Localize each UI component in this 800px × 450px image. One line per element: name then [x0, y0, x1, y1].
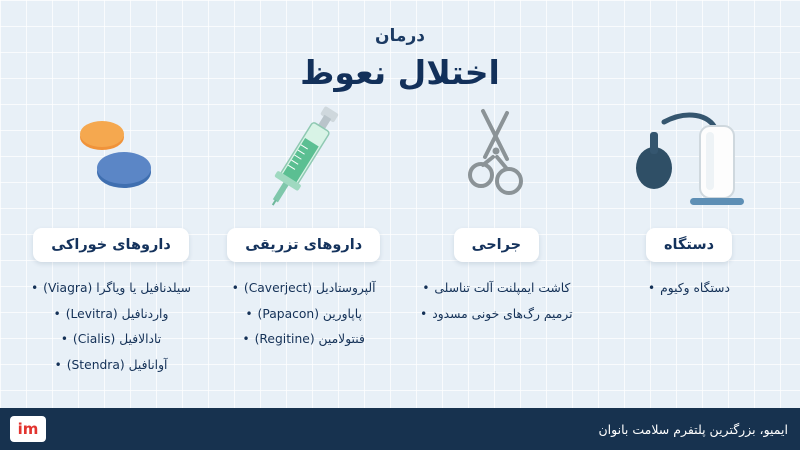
treatment-columns [18, 100, 782, 382]
pill-capsules-icon [18, 100, 204, 218]
list-item: آلپروستادیل (Caverject) • [211, 280, 397, 297]
list-item: آوانافیل (Stendra) • [18, 357, 204, 374]
column-title-device: دستگاه [646, 228, 732, 262]
list-item: پاپاورین (Papacon) • [211, 306, 397, 323]
list-item: فنتولامین (Regitine) • [211, 331, 397, 348]
list-device [596, 280, 782, 306]
footer-text: ایمیو، بزرگترین پلتفرم سلامت بانوان [598, 421, 788, 437]
list-item: واردنافیل (Levitra) • [18, 306, 204, 323]
column-oral-drugs [18, 100, 204, 382]
list-item: تادالافیل (Cialis) • [18, 331, 204, 348]
column-injectable-drugs [211, 100, 397, 382]
list-oral-drugs [18, 280, 204, 382]
list-surgery [403, 280, 589, 331]
footer-bar [0, 408, 800, 450]
list-item: دستگاه وکیوم • [596, 280, 782, 297]
column-title-injectable: داروهای تزریقی [227, 228, 380, 262]
list-item: کاشت ایمپلنت آلت تناسلی • [403, 280, 589, 297]
column-title-surgery: جراحی [454, 228, 540, 262]
imow-logo: im [10, 416, 46, 442]
list-injectable-drugs [211, 280, 397, 357]
list-item: ترمیم رگ‌های خونی مسدود • [403, 306, 589, 323]
column-title-oral: داروهای خوراکی [33, 228, 189, 262]
headline-title: اختلال نعوظ [300, 53, 500, 92]
column-surgery [403, 100, 589, 382]
column-device [596, 100, 782, 382]
page-title [0, 26, 800, 92]
vacuum-pump-icon [596, 100, 782, 218]
surgical-scissors-icon [403, 100, 589, 218]
list-item: سیلدنافیل یا ویاگرا (Viagra) • [18, 280, 204, 297]
syringe-icon [211, 100, 397, 218]
headline-subtitle: درمان [375, 26, 425, 46]
